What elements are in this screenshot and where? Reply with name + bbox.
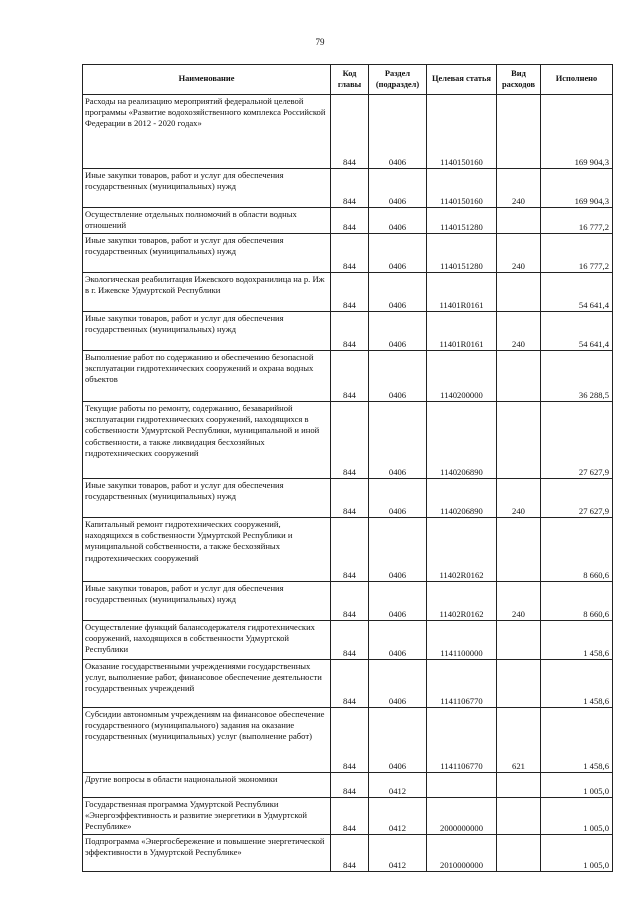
row-chapter-code: 844	[331, 208, 369, 234]
row-expense-type	[497, 208, 541, 234]
row-chapter-code: 844	[331, 95, 369, 169]
row-name: Текущие работы по ремонту, содержанию, безаварийной эксплуатации гидротехнических сооружений, находящихся в собственности Удмуртской Республики, муниципальной и иной собственности, а также ликвидация бесхозяйных гидротехнических сооружений	[83, 402, 331, 479]
row-executed: 54 641,4	[541, 312, 613, 351]
row-target-item: 1140150160	[427, 95, 497, 169]
row-target-item: 1140151280	[427, 234, 497, 273]
row-expense-type	[497, 798, 541, 835]
row-section: 0412	[369, 798, 427, 835]
row-expense-type: 240	[497, 169, 541, 208]
row-chapter-code: 844	[331, 835, 369, 872]
row-section: 0406	[369, 234, 427, 273]
row-chapter-code: 844	[331, 621, 369, 660]
table-row	[83, 95, 613, 169]
table-row	[83, 273, 613, 312]
header-name: Наименование	[83, 65, 331, 95]
row-executed: 1 005,0	[541, 773, 613, 798]
row-target-item: 1140151280	[427, 208, 497, 234]
row-expense-type	[497, 273, 541, 312]
table-row	[83, 479, 613, 518]
header-expense-type: Вид расходов	[497, 65, 541, 95]
row-chapter-code: 844	[331, 773, 369, 798]
row-executed: 27 627,9	[541, 402, 613, 479]
row-section: 0406	[369, 208, 427, 234]
table-row	[83, 621, 613, 660]
row-name: Иные закупки товаров, работ и услуг для обеспечения государственных (муниципальных) нужд	[83, 169, 331, 208]
row-expense-type: 240	[497, 312, 541, 351]
table-row	[83, 660, 613, 708]
row-expense-type	[497, 835, 541, 872]
row-section: 0406	[369, 312, 427, 351]
row-name: Осуществление отдельных полномочий в области водных отношений	[83, 208, 331, 234]
row-section: 0406	[369, 273, 427, 312]
table-row	[83, 835, 613, 872]
row-name: Оказание государственными учреждениями государственных услуг, выполнение работ, финансовое обеспечение деятельности государственных учреждений	[83, 660, 331, 708]
row-name: Иные закупки товаров, работ и услуг для обеспечения государственных (муниципальных) нужд	[83, 312, 331, 351]
row-chapter-code: 844	[331, 479, 369, 518]
row-section: 0412	[369, 835, 427, 872]
row-executed: 16 777,2	[541, 208, 613, 234]
table-row	[83, 708, 613, 773]
row-chapter-code: 844	[331, 518, 369, 582]
row-chapter-code: 844	[331, 582, 369, 621]
row-target-item: 11402R0162	[427, 582, 497, 621]
row-target-item: 11401R0161	[427, 312, 497, 351]
row-chapter-code: 844	[331, 708, 369, 773]
row-expense-type: 621	[497, 708, 541, 773]
table-row	[83, 312, 613, 351]
row-section: 0406	[369, 621, 427, 660]
row-target-item: 11402R0162	[427, 518, 497, 582]
budget-execution-table	[82, 64, 613, 872]
row-name: Иные закупки товаров, работ и услуг для обеспечения государственных (муниципальных) нужд	[83, 234, 331, 273]
row-expense-type: 240	[497, 479, 541, 518]
table-row	[83, 169, 613, 208]
row-section: 0406	[369, 169, 427, 208]
row-expense-type	[497, 773, 541, 798]
row-executed: 1 005,0	[541, 835, 613, 872]
row-executed: 169 904,3	[541, 169, 613, 208]
row-executed: 1 005,0	[541, 798, 613, 835]
row-name: Иные закупки товаров, работ и услуг для обеспечения государственных (муниципальных) нужд	[83, 479, 331, 518]
table-row	[83, 773, 613, 798]
row-chapter-code: 844	[331, 351, 369, 402]
page-number: 79	[315, 37, 325, 47]
row-executed: 27 627,9	[541, 479, 613, 518]
row-executed: 1 458,6	[541, 621, 613, 660]
table-row	[83, 402, 613, 479]
table-row	[83, 582, 613, 621]
row-section: 0406	[369, 518, 427, 582]
row-section: 0406	[369, 95, 427, 169]
row-target-item: 2010000000	[427, 835, 497, 872]
row-expense-type: 240	[497, 582, 541, 621]
row-target-item: 1140206890	[427, 402, 497, 479]
row-name: Иные закупки товаров, работ и услуг для обеспечения государственных (муниципальных) нужд	[83, 582, 331, 621]
row-expense-type	[497, 402, 541, 479]
row-name: Подпрограмма «Энергосбережение и повышение энергетической эффективности в Удмуртской Республике»	[83, 835, 331, 872]
table-row	[83, 798, 613, 835]
row-expense-type	[497, 518, 541, 582]
row-name: Расходы на реализацию мероприятий федеральной целевой программы «Развитие водохозяйственного комплекса Российской Федерации в 2012 - 2020 годах»	[83, 95, 331, 169]
row-executed: 8 660,6	[541, 518, 613, 582]
table-row	[83, 234, 613, 273]
row-expense-type	[497, 351, 541, 402]
row-name: Другие вопросы в области национальной экономики	[83, 773, 331, 798]
header-target-item: Целевая статья	[427, 65, 497, 95]
row-executed: 1 458,6	[541, 660, 613, 708]
row-section: 0406	[369, 708, 427, 773]
row-name: Капитальный ремонт гидротехнических сооружений, находящихся в собственности Удмуртской Республики и муниципальной собственности, а также бесхозяйных гидротехнических сооружений	[83, 518, 331, 582]
row-chapter-code: 844	[331, 312, 369, 351]
table-row	[83, 518, 613, 582]
header-executed: Исполнено	[541, 65, 613, 95]
row-target-item: 1140150160	[427, 169, 497, 208]
header-chapter-code: Код главы	[331, 65, 369, 95]
row-section: 0406	[369, 402, 427, 479]
row-chapter-code: 844	[331, 798, 369, 835]
row-chapter-code: 844	[331, 660, 369, 708]
row-target-item: 1140200000	[427, 351, 497, 402]
row-section: 0406	[369, 351, 427, 402]
row-chapter-code: 844	[331, 234, 369, 273]
row-section: 0406	[369, 479, 427, 518]
row-target-item: 1140206890	[427, 479, 497, 518]
row-executed: 36 288,5	[541, 351, 613, 402]
row-expense-type	[497, 95, 541, 169]
row-chapter-code: 844	[331, 169, 369, 208]
row-name: Субсидии автономным учреждениям на финансовое обеспечение государственного (муниципального) задания на оказание государственных (муниципальных) услуг (выполнение работ)	[83, 708, 331, 773]
row-expense-type	[497, 660, 541, 708]
row-executed: 54 641,4	[541, 273, 613, 312]
row-section: 0412	[369, 773, 427, 798]
row-target-item: 11401R0161	[427, 273, 497, 312]
row-section: 0406	[369, 582, 427, 621]
row-target-item: 1141106770	[427, 708, 497, 773]
row-expense-type: 240	[497, 234, 541, 273]
row-chapter-code: 844	[331, 273, 369, 312]
table-row	[83, 208, 613, 234]
row-executed: 8 660,6	[541, 582, 613, 621]
row-section: 0406	[369, 660, 427, 708]
table-row	[83, 351, 613, 402]
row-name: Осуществление функций балансодержателя гидротехнических сооружений, находящихся в собственности Удмуртской Республики	[83, 621, 331, 660]
header-section: Раздел (подраздел)	[369, 65, 427, 95]
row-executed: 1 458,6	[541, 708, 613, 773]
row-chapter-code: 844	[331, 402, 369, 479]
row-target-item: 1141106770	[427, 660, 497, 708]
row-name: Государственная программа Удмуртской Республики «Энергоэффективность и развитие энергетики в Удмуртской Республике»	[83, 798, 331, 835]
row-target-item: 1141100000	[427, 621, 497, 660]
row-name: Экологическая реабилитация Ижевского водохранилица на р. Иж в г. Ижевске Удмуртской Республики	[83, 273, 331, 312]
row-expense-type	[497, 621, 541, 660]
table-header-row	[83, 65, 613, 95]
row-name: Выполнение работ по содержанию и обеспечению безопасной эксплуатации гидротехнических сооружений и охрана водных объектов	[83, 351, 331, 402]
row-target-item: 2000000000	[427, 798, 497, 835]
row-target-item	[427, 773, 497, 798]
row-executed: 169 904,3	[541, 95, 613, 169]
row-executed: 16 777,2	[541, 234, 613, 273]
